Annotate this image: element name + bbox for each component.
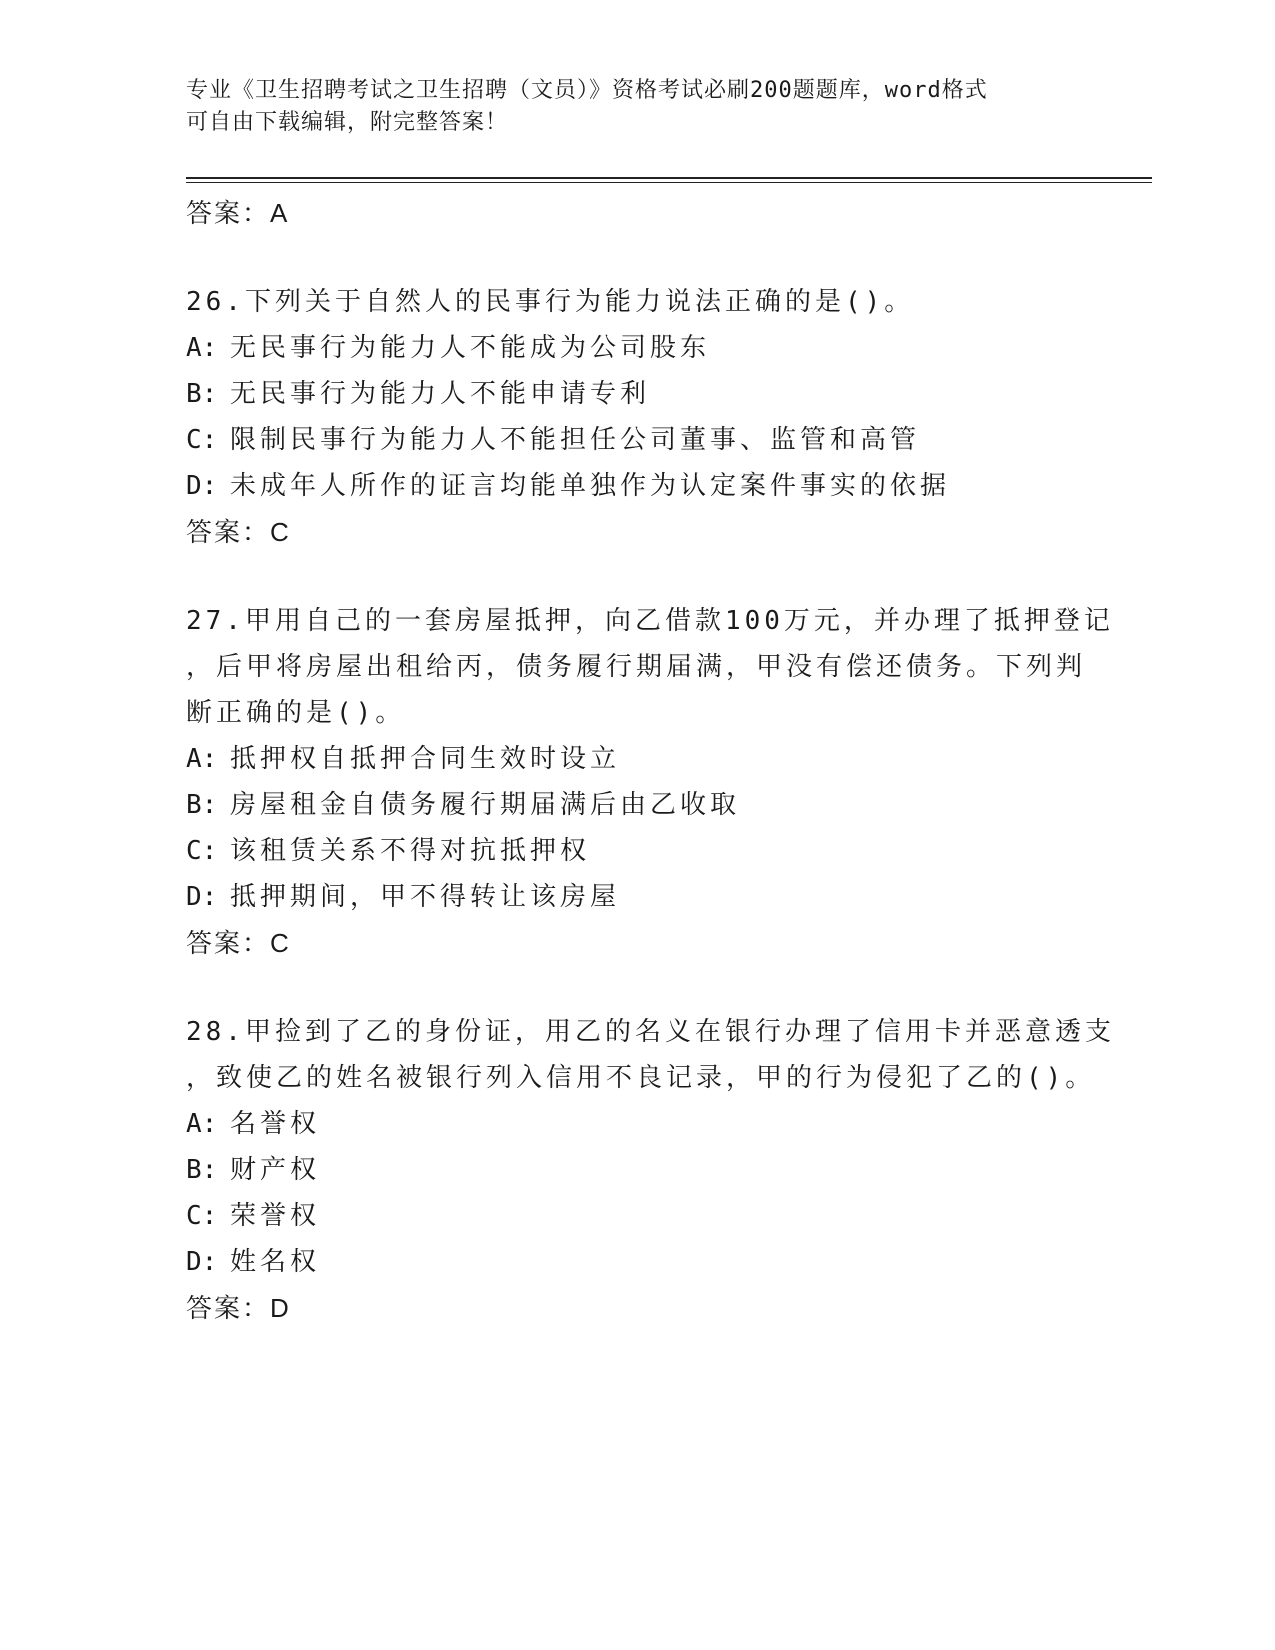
question-text: ，后甲将房屋出租给丙，债务履行期届满，甲没有偿还债务。下列判 [186, 652, 1087, 682]
option-text: 抵押期间，甲不得转让该房屋 [230, 882, 621, 912]
answer-line: 答案：C [186, 928, 291, 958]
question-block-27 [186, 598, 1114, 966]
option-letter: D: [186, 882, 218, 912]
option-text: 抵押权自抵押合同生效时设立 [230, 744, 621, 774]
header-title-line-2: 可自由下载编辑，附完整答案！ [186, 110, 509, 135]
option-letter: D: [186, 471, 218, 501]
question-block-26 [186, 279, 1086, 555]
previous-answer: 答案：A [186, 198, 290, 228]
question-text: ，致使乙的姓名被银行列入信用不良记录，甲的行为侵犯了乙的()。 [186, 1063, 1096, 1093]
option-c [186, 828, 1086, 874]
option-text: 无民事行为能力人不能成为公司股东 [230, 333, 711, 363]
question-block-28 [186, 1009, 1115, 1331]
option-text: 未成年人所作的证言均能单独作为认定案件事实的依据 [230, 471, 951, 501]
question-text: 26.下列关于自然人的民事行为能力说法正确的是()。 [186, 287, 915, 317]
spacer [186, 966, 1086, 1009]
option-d [186, 1239, 1086, 1285]
header-rule-thick [186, 177, 1152, 179]
spacer [186, 555, 1086, 598]
question-text: 28.甲捡到了乙的身份证，用乙的名义在银行办理了信用卡并恶意透支 [186, 1017, 1115, 1047]
option-letter: A: [186, 1109, 218, 1139]
option-b [186, 782, 1086, 828]
header-rule-thin [186, 182, 1152, 183]
option-a [186, 325, 1086, 371]
option-letter: D: [186, 1247, 218, 1277]
page-header [186, 75, 1066, 139]
option-letter: B: [186, 1155, 218, 1185]
option-b [186, 1147, 1086, 1193]
option-c [186, 1193, 1086, 1239]
option-a [186, 736, 1086, 782]
option-b [186, 371, 1086, 417]
option-text: 无民事行为能力人不能申请专利 [230, 379, 651, 409]
answer-line: 答案：D [186, 1293, 291, 1323]
option-letter: B: [186, 379, 218, 409]
option-text: 荣誉权 [230, 1201, 321, 1231]
question-text: 断正确的是()。 [186, 698, 406, 728]
option-letter: C: [186, 1201, 218, 1231]
option-text: 该租赁关系不得对抗抵押权 [230, 836, 591, 866]
question-text: 27.甲用自己的一套房屋抵押，向乙借款100万元，并办理了抵押登记 [186, 606, 1114, 636]
answer-line: 答案：C [186, 517, 291, 547]
document-body [186, 190, 1115, 1331]
option-letter: A: [186, 333, 218, 363]
option-text: 财产权 [230, 1155, 321, 1185]
option-letter: C: [186, 836, 218, 866]
option-letter: A: [186, 744, 218, 774]
option-text: 姓名权 [230, 1247, 321, 1277]
option-c [186, 417, 1086, 463]
spacer [186, 236, 1086, 279]
option-a [186, 1101, 1086, 1147]
option-text: 名誉权 [230, 1109, 321, 1139]
option-text: 限制民事行为能力人不能担任公司董事、监管和高管 [230, 425, 921, 455]
option-letter: C: [186, 425, 218, 455]
option-text: 房屋租金自债务履行期届满后由乙收取 [230, 790, 741, 820]
header-title-line-1: 专业《卫生招聘考试之卫生招聘（文员）》资格考试必刷200题题库，word格式 [186, 78, 988, 103]
option-d [186, 463, 1086, 509]
option-d [186, 874, 1086, 920]
option-letter: B: [186, 790, 218, 820]
